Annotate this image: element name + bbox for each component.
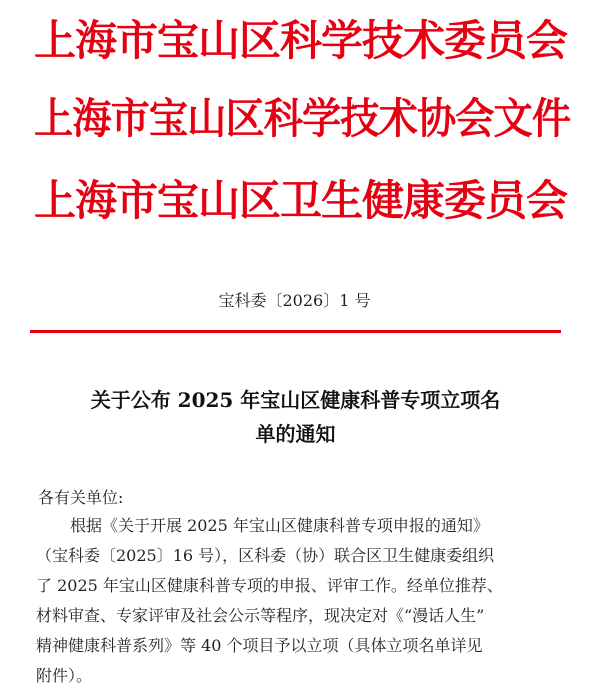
issuer-line-2: 上海市宝山区科学技术协会文件: [34, 94, 571, 143]
body-line-4: 材料审查、专家评审及社会公示等程序，现决定对《“漫话人生”: [36, 606, 485, 625]
body-line-5: 精神健康科普系列》等 40 个项目予以立项（具体立项名单详见: [36, 636, 483, 655]
document-number: 宝科委〔2026〕1 号: [218, 291, 371, 310]
red-divider-line: [30, 330, 561, 333]
notice-title-line-1: 关于公布 2025 年宝山区健康科普专项立项名: [90, 388, 501, 412]
body-line-2: （宝科委〔2025〕16 号），区科委（协）联合区卫生健康委组织: [36, 546, 495, 565]
issuer-line-3: 上海市宝山区卫生健康委员会: [34, 176, 568, 225]
body-line-6: 附件）。: [36, 666, 93, 685]
body-line-1: 根据《关于开展 2025 年宝山区健康科普专项申报的通知》: [70, 516, 489, 535]
body-line-3: 了 2025 年宝山区健康科普专项的申报、评审工作。经单位推荐、: [36, 576, 503, 595]
notice-title-line-2: 单的通知: [255, 422, 336, 446]
issuer-line-1: 上海市宝山区科学技术委员会: [34, 16, 568, 65]
salutation: 各有关单位:: [38, 488, 124, 507]
